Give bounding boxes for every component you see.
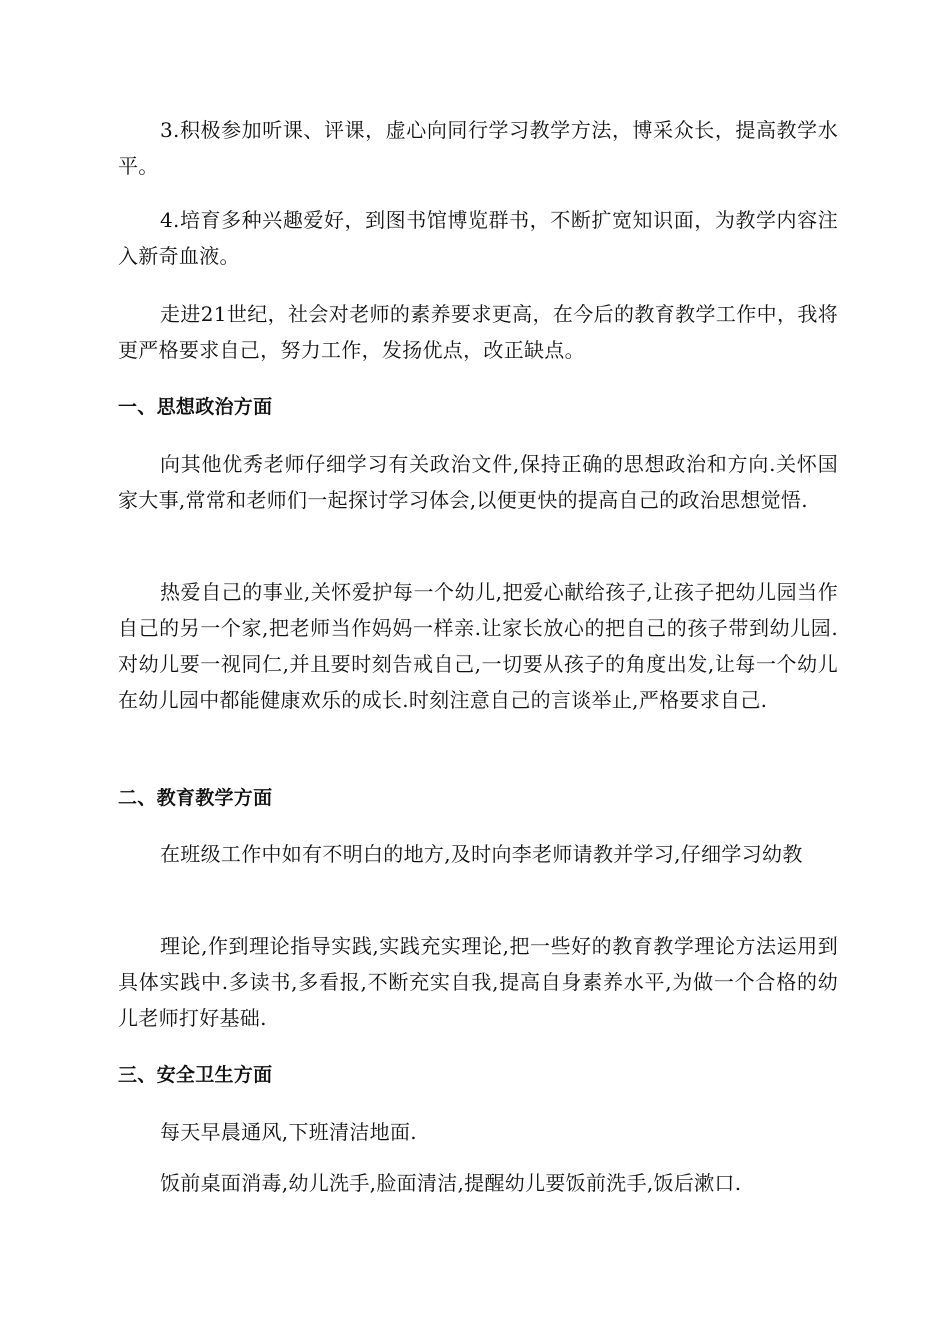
paragraph-ventilation: 每天早晨通风,下班清洁地面. [160, 1120, 417, 1144]
paragraph-meal-hygiene: 饭前桌面消毒,幼儿洗手,脸面清洁,提醒幼儿要饭前洗手,饭后漱口. [160, 1171, 742, 1195]
heading-ideology-politics: 一、思想政治方面 [118, 396, 273, 418]
paragraph-21st-century: 走进21世纪，社会对老师的素养要求更高，在今后的教育教学工作中，我将更严格要求自己，努力工作，发扬优点，改正缺点。 [118, 302, 838, 362]
heading-education-teaching: 二、教育教学方面 [118, 787, 273, 809]
paragraph-teaching-improvement: 3.积极参加听课、评课，虚心向同行学习教学方法，博采众长，提高教学水平。 [118, 118, 838, 178]
paragraph-love-career: 热爱自己的事业,关怀爱护每一个幼儿,把爱心献给孩子,让孩子把幼儿园当作自己的另一个家,把老师当作妈妈一样亲.让家长放心的把自己的孩子带到幼儿园.对幼儿要一视同仁,并且要时刻告戒自己,一切要从孩子的角度出发,让每一个幼儿在幼儿园中都能健康欢乐的成长.时刻注意自己的言谈举止,严格要求自己. [118, 580, 838, 712]
heading-safety-hygiene: 三、安全卫生方面 [118, 1064, 273, 1086]
paragraph-politics-study: 向其他优秀老师仔细学习有关政治文件,保持正确的思想政治和方向.关怀国家大事,常常和老师们一起探讨学习体会,以便更快的提高自己的政治思想觉悟. [118, 452, 838, 512]
paragraph-class-work: 在班级工作中如有不明白的地方,及时向李老师请教并学习,仔细学习幼教 [160, 842, 803, 866]
paragraph-interest-hobbies: 4.培育多种兴趣爱好，到图书馆博览群书，不断扩宽知识面，为教学内容注入新奇血液。 [118, 208, 838, 268]
paragraph-theory-practice: 理论,作到理论指导实践,实践充实理论,把一些好的教育教学理论方法运用到具体实践中.多读书,多看报,不断充实自我,提高自身素养水平,为做一个合格的幼儿老师打好基础. [118, 934, 838, 1030]
